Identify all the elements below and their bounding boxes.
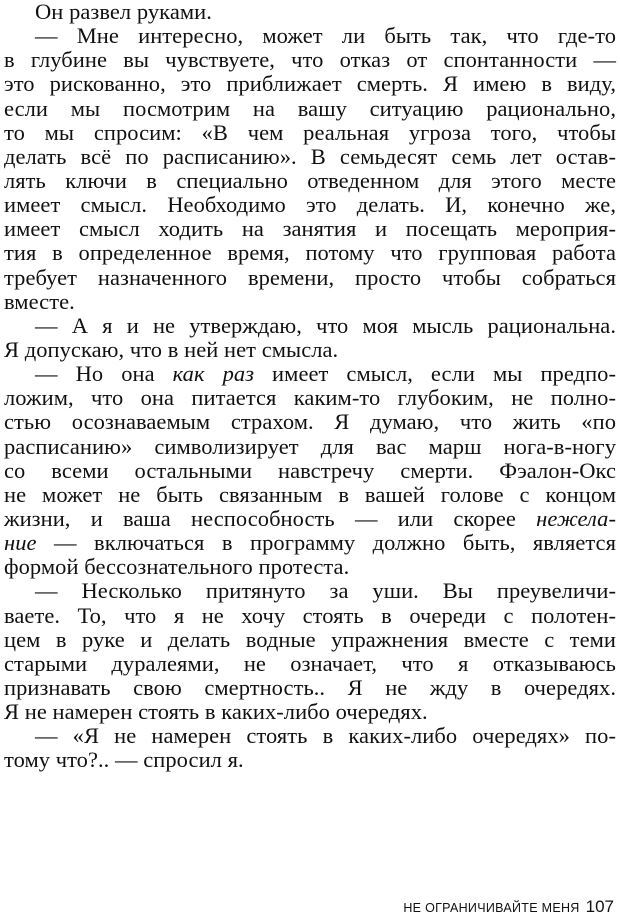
text-line: стью осознаваемым страхом. Я думаю, что жить «по [4,409,616,435]
text-line: требует назначенного времени, просто чтобы собраться [4,264,616,290]
text-line: Я допускаю, что в ней нет смысла. [4,336,339,362]
text-line: тия в определенное время, потому что групповая работа [4,240,616,266]
text-line: ние — включаться в программу должно быть, является [4,530,616,556]
text-line: — А я и не утверждаю, что моя мысль рациональна. [35,312,616,338]
text-line: ложим, что она питается каким-то глубоким, не полно- [4,385,616,411]
text-line: в глубине вы чувствуете, что отказ от спонтанности — [4,47,616,73]
text-line: не может не быть связанным в вашей голове с концом [4,481,616,507]
book-page [4,0,616,923]
text-line: Я не намерен стоять в каких-либо очередях. [4,699,428,725]
text-line: лять ключи в специально отведенном для этого месте [4,167,616,193]
text-line: то мы спросим: «В чем реальная угроза того, чтобы [4,119,616,145]
text-line: — «Я не намерен стоять в каких-либо очередях» по- [35,723,616,749]
text-line: жизни, и ваша неспособность — или скорее нежела- [4,505,616,531]
text-line: если мы посмотрим на вашу ситуацию рационально, [4,95,616,121]
italic-emphasis: как раз [172,361,255,387]
body-text [4,0,616,773]
text-line: формой бессознательного протеста. [4,554,350,580]
text-line: — Несколько притянуто за уши. Вы преувеличи- [35,578,616,604]
text-line: ваете. То, что я не хочу стоять в очереди с полотен- [4,602,616,628]
italic-emphasis: ние [4,530,37,556]
page-footer [4,897,614,923]
italic-emphasis: нежела- [536,505,616,531]
text-line: имеет смысл ходить на занятия и посещать мероприя- [4,216,616,242]
text-line: признавать свою смертность.. Я не жду в очередях. [4,674,616,700]
text-line: со всеми остальными навстречу смерти. Фэалон-Окс [4,457,616,483]
text-line: делать всё по расписанию». В семьдесят семь лет остав- [4,143,616,169]
page-number: 107 [585,897,614,916]
running-head: НЕ ОГРАНИЧИВАЙТЕ МЕНЯ [403,901,580,915]
text-line: старыми дуралеями, не означает, что я отказываюсь [4,650,616,676]
text-line: — Но она как раз имеет смысл, если мы предпо- [35,361,617,387]
text-line: это рискованно, это приближает смерть. Я имею в виду, [4,71,616,97]
text-line: расписанию» символизирует для вас марш нога-в-ногу [4,433,616,459]
text-line: — Мне интересно, может ли быть так, что где-то [35,23,616,49]
text-line: Он развел руками. [35,0,212,24]
text-line: цем в руке и делать водные упражнения вместе с теми [4,626,616,652]
text-line: тому что?.. — спросил я. [4,747,244,773]
text-line: имеет смысл. Необходимо это делать. И, конечно же, [4,192,616,218]
text-line: вместе. [4,288,75,314]
